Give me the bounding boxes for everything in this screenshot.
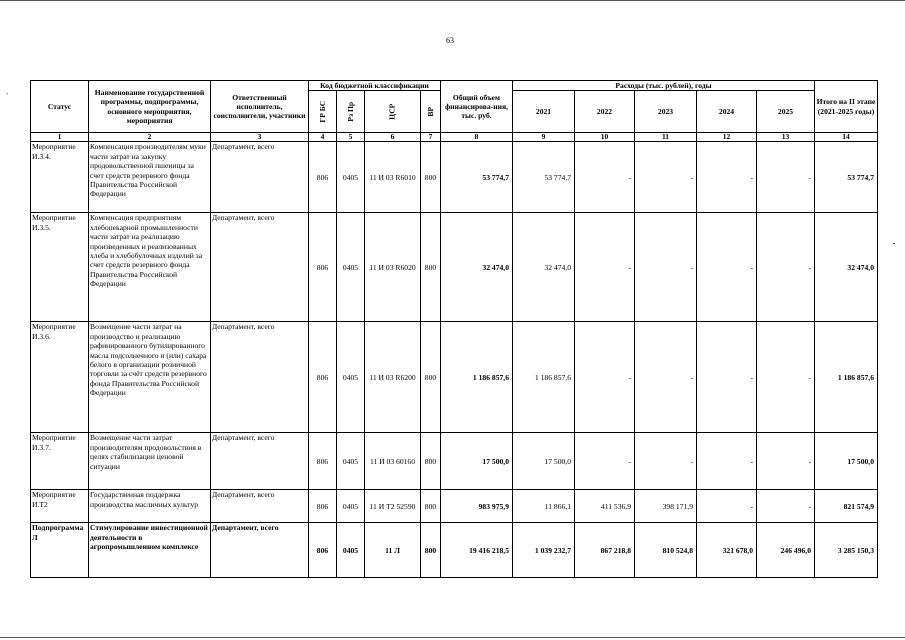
- row-total: 32 474,0: [441, 213, 513, 322]
- row-executor: Департамент, всего: [211, 523, 309, 578]
- row-grbs: 806: [309, 142, 337, 213]
- row-total: 983 975,9: [441, 490, 513, 523]
- row-rzpr: 0405: [337, 433, 365, 490]
- row-name: Возмещение части затрат производителям продовольствия в целях стабилизации ценовой ситуации: [89, 433, 211, 490]
- header-name: Наименование государственной программы, подпрограммы, основного мероприятия, мероприятия: [89, 81, 211, 133]
- row-csr: 11 И Т2 52590: [365, 490, 421, 523]
- row-rzpr: 0405: [337, 523, 365, 578]
- page-number: 63: [446, 36, 454, 45]
- row-year-value: -: [697, 433, 757, 490]
- header-year: 2023: [635, 91, 697, 133]
- table-row: [31, 142, 878, 213]
- row-year-value: -: [697, 490, 757, 523]
- row-year-value: -: [575, 142, 635, 213]
- table-row: [31, 523, 878, 578]
- budget-table: [30, 80, 878, 578]
- header-year: 2022: [575, 91, 635, 133]
- row-executor: Департамент, всего: [211, 213, 309, 322]
- row-year-value: -: [757, 142, 815, 213]
- column-number: 2: [89, 133, 211, 142]
- column-number: 10: [575, 133, 635, 142]
- column-number: 13: [757, 133, 815, 142]
- row-year-value: 411 536,9: [575, 490, 635, 523]
- row-year-value: -: [757, 213, 815, 322]
- row-grbs: 806: [309, 490, 337, 523]
- row-year-value: 32 474,0: [513, 213, 575, 322]
- row-year-value: -: [697, 213, 757, 322]
- row-year-value: 810 524,8: [635, 523, 697, 578]
- row-vr: 800: [421, 523, 441, 578]
- table-row: [31, 433, 878, 490]
- row-year-value: -: [757, 322, 815, 433]
- row-vr: 800: [421, 322, 441, 433]
- row-grbs: 806: [309, 523, 337, 578]
- row-executor: Департамент, всего: [211, 490, 309, 523]
- header-vr: ВР: [421, 91, 441, 133]
- column-number: 7: [421, 133, 441, 142]
- row-status: Мероприятие И.3.4.: [31, 142, 89, 213]
- row-year-value: 867 218,8: [575, 523, 635, 578]
- margin-mark: ˋ: [6, 92, 9, 101]
- row-vr: 800: [421, 490, 441, 523]
- row-vr: 800: [421, 213, 441, 322]
- row-year-value: 17 500,0: [513, 433, 575, 490]
- row-year-value: 11 866,1: [513, 490, 575, 523]
- row-vr: 800: [421, 142, 441, 213]
- row-year-value: -: [697, 322, 757, 433]
- row-name: Компенсация производителям муки части затрат на закупку продовольственной пшеницы за счет средств резервного фонда Правительства Российской Федерации: [89, 142, 211, 213]
- row-year-value: -: [635, 142, 697, 213]
- bottom-edge-line: [0, 637, 905, 638]
- row-rzpr: 0405: [337, 142, 365, 213]
- row-status: Подпрограмма Л: [31, 523, 89, 578]
- header-expenses: Расходы (тыс. рублей), годы: [513, 81, 815, 91]
- header-grbs: ГР БС: [309, 91, 337, 133]
- header-executor: Ответственный исполнитель, соисполнители, участники: [211, 81, 309, 133]
- row-year-value: 53 774,7: [513, 142, 575, 213]
- column-number: 8: [441, 133, 513, 142]
- row-executor: Департамент, всего: [211, 322, 309, 433]
- column-number: 4: [309, 133, 337, 142]
- row-rzpr: 0405: [337, 213, 365, 322]
- row-status: Мероприятие И.3.5.: [31, 213, 89, 322]
- column-number: 5: [337, 133, 365, 142]
- row-csr: 11 И 03 60160: [365, 433, 421, 490]
- header-budget-code: Код бюджетной классификации: [309, 81, 441, 91]
- row-grbs: 806: [309, 322, 337, 433]
- column-number: 3: [211, 133, 309, 142]
- header-year: 2025: [757, 91, 815, 133]
- header-status: Статус: [31, 81, 89, 133]
- header-year: 2024: [697, 91, 757, 133]
- top-edge-line: [0, 0, 905, 1]
- row-total: 17 500,0: [441, 433, 513, 490]
- row-name: Компенсация предприятиям хлебопекарной промышленности части затрат на реализацию произведенных и реализованных хлеба и хлебобулочных изделий за счет средств резервного фонда Правительства Российской Федерации: [89, 213, 211, 322]
- row-year-value: -: [575, 213, 635, 322]
- row-year-value: 398 171,9: [635, 490, 697, 523]
- row-csr: 11 И 03 R6010: [365, 142, 421, 213]
- row-total: 53 774,7: [441, 142, 513, 213]
- row-status: Мероприятие И.3.7.: [31, 433, 89, 490]
- row-rzpr: 0405: [337, 322, 365, 433]
- row-status: Мероприятие И.3.6.: [31, 322, 89, 433]
- column-number: 14: [815, 133, 878, 142]
- column-number: 11: [635, 133, 697, 142]
- row-year-value: -: [757, 490, 815, 523]
- row-stage-total: 17 500,0: [815, 433, 878, 490]
- row-grbs: 806: [309, 433, 337, 490]
- margin-tick: [893, 243, 895, 244]
- table-row: [31, 322, 878, 433]
- row-executor: Департамент, всего: [211, 433, 309, 490]
- row-status: Мероприятие И.Т2: [31, 490, 89, 523]
- row-year-value: -: [635, 322, 697, 433]
- column-number: 12: [697, 133, 757, 142]
- column-number-row: [31, 133, 878, 142]
- table-row: [31, 213, 878, 322]
- row-name: Стимулирование инвестиционной деятельности в агропромышленном комплексе: [89, 523, 211, 578]
- header-stage-total: Итого на II этапе (2021-2025 годы): [815, 81, 878, 133]
- row-year-value: 1 039 232,7: [513, 523, 575, 578]
- row-grbs: 806: [309, 213, 337, 322]
- row-vr: 800: [421, 433, 441, 490]
- row-total: 1 186 857,6: [441, 322, 513, 433]
- row-stage-total: 53 774,7: [815, 142, 878, 213]
- row-stage-total: 3 285 150,3: [815, 523, 878, 578]
- row-name: Государственная поддержка производства масличных культур: [89, 490, 211, 523]
- row-total: 19 416 218,5: [441, 523, 513, 578]
- header-year: 2021: [513, 91, 575, 133]
- row-year-value: -: [575, 433, 635, 490]
- row-year-value: -: [635, 433, 697, 490]
- column-number: 6: [365, 133, 421, 142]
- row-stage-total: 1 186 857,6: [815, 322, 878, 433]
- row-executor: Департамент, всего: [211, 142, 309, 213]
- row-year-value: -: [757, 433, 815, 490]
- row-csr: 11 Л: [365, 523, 421, 578]
- row-name: Возмещение части затрат на производство и реализацию рафинированного бутилированного масла подсолнечного и (или) сахара белого в организации розничной торговли за счёт средств резервного фонда Правительства Российской Федерации: [89, 322, 211, 433]
- table-row: [31, 490, 878, 523]
- row-csr: 11 И 03 R6020: [365, 213, 421, 322]
- row-stage-total: 821 574,9: [815, 490, 878, 523]
- row-year-value: -: [635, 213, 697, 322]
- row-year-value: 246 496,0: [757, 523, 815, 578]
- column-number: 9: [513, 133, 575, 142]
- header-rzpr: Рз Пр: [337, 91, 365, 133]
- row-year-value: -: [697, 142, 757, 213]
- column-number: 1: [31, 133, 89, 142]
- header-total: Общий объем финансирова-ния, тыс. руб.: [441, 81, 513, 133]
- row-year-value: -: [575, 322, 635, 433]
- row-year-value: 1 186 857,6: [513, 322, 575, 433]
- row-year-value: 321 678,0: [697, 523, 757, 578]
- row-csr: 11 И 03 R6200: [365, 322, 421, 433]
- row-rzpr: 0405: [337, 490, 365, 523]
- header-csr: ЦСР: [365, 91, 421, 133]
- row-stage-total: 32 474,0: [815, 213, 878, 322]
